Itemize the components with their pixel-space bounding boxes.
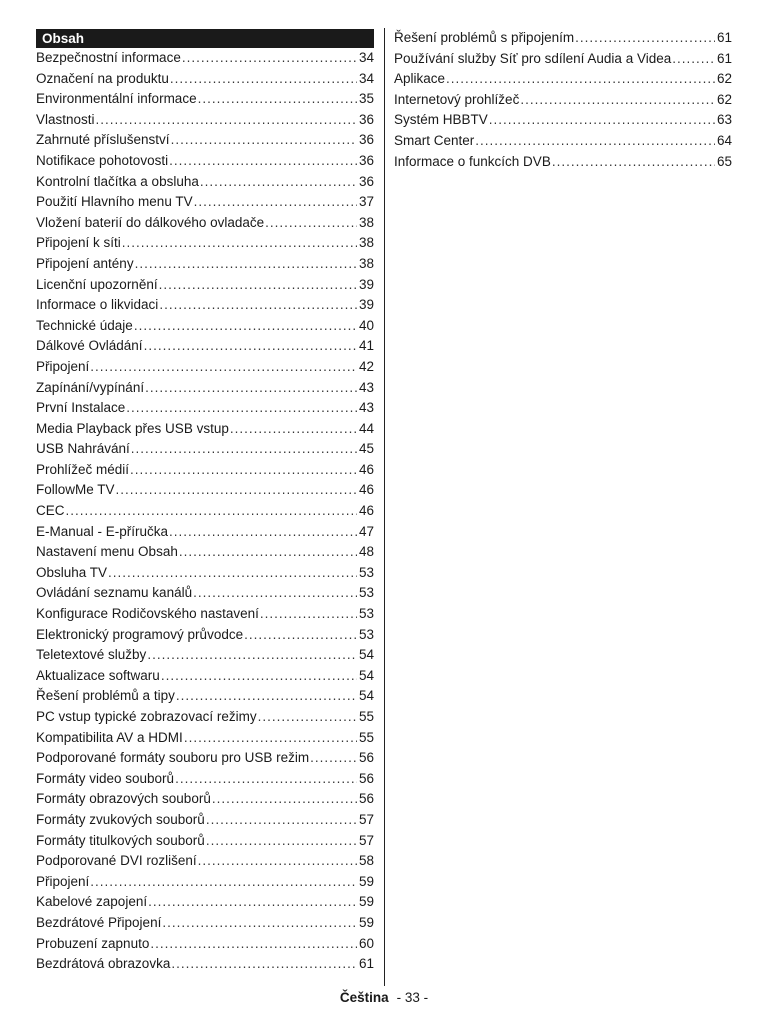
toc-entry-label: PC vstup typické zobrazovací režimy	[36, 709, 257, 724]
toc-entry[interactable]	[36, 89, 374, 110]
toc-entry-page: 39	[358, 297, 374, 313]
toc-dot-leader	[159, 275, 357, 296]
toc-entry[interactable]	[36, 213, 374, 234]
toc-entry-page: 38	[358, 214, 374, 230]
toc-entry-label: Dálkové Ovládání	[36, 338, 143, 354]
toc-dot-leader	[171, 130, 357, 151]
toc-entry-page: 59	[358, 873, 374, 889]
toc-entry[interactable]	[36, 934, 374, 955]
toc-entry-page: 43	[358, 379, 374, 395]
toc-entry[interactable]	[36, 233, 374, 254]
toc-entry-page: 59	[358, 894, 374, 910]
toc-entry-label: Bezdrátová obrazovka	[36, 956, 171, 972]
toc-entry-label: První Instalace	[36, 400, 126, 416]
toc-entry-label: Vložení baterií do dálkového ovladače	[36, 214, 265, 230]
toc-entry-page: 36	[358, 152, 374, 168]
toc-entry-page: 55	[358, 729, 374, 745]
toc-entry[interactable]	[36, 192, 374, 213]
toc-dot-leader	[66, 501, 357, 522]
footer-language: Čeština	[339, 990, 389, 1005]
toc-entry[interactable]	[36, 501, 374, 522]
toc-entry-label: FollowMe TV	[36, 482, 115, 498]
toc-entry-page: 36	[358, 173, 374, 189]
toc-entry-page: 38	[358, 255, 374, 271]
toc-entry[interactable]	[36, 645, 374, 666]
toc-dot-leader	[575, 28, 715, 49]
toc-dot-leader	[230, 419, 357, 440]
toc-entry[interactable]	[36, 295, 374, 316]
toc-dot-leader	[193, 583, 357, 604]
toc-dot-leader	[206, 810, 357, 831]
toc-dot-leader	[108, 563, 357, 584]
toc-entry-page: 34	[358, 50, 374, 65]
toc-entry-label: Podporované DVI rozlišení	[36, 853, 197, 869]
toc-entry-label: Kompatibilita AV a HDMI	[36, 729, 183, 745]
toc-entry[interactable]	[36, 336, 374, 357]
toc-left-column	[36, 28, 374, 975]
toc-entry-label: Aktualizace softwaru	[36, 667, 160, 683]
toc-entry[interactable]	[36, 419, 374, 440]
toc-dot-leader	[96, 110, 357, 131]
toc-entry-page: 45	[358, 441, 374, 457]
toc-dot-leader	[206, 831, 357, 852]
toc-entry[interactable]	[394, 131, 732, 152]
toc-entry-label: Systém HBBTV	[394, 112, 488, 128]
toc-dot-leader	[90, 357, 357, 378]
toc-entry[interactable]	[36, 789, 374, 810]
toc-entry[interactable]	[36, 130, 374, 151]
toc-entry[interactable]	[36, 357, 374, 378]
toc-entry-page: 46	[358, 482, 374, 498]
toc-entry[interactable]	[36, 172, 374, 193]
toc-entry[interactable]	[36, 666, 374, 687]
toc-entry-page: 55	[358, 709, 374, 724]
toc-dot-leader	[260, 604, 357, 625]
toc-entry-label: Technické údaje	[36, 317, 133, 333]
toc-entry[interactable]	[36, 460, 374, 481]
toc-dot-leader	[170, 69, 357, 90]
toc-dot-leader	[244, 625, 357, 646]
toc-entry[interactable]	[36, 48, 374, 69]
toc-dot-leader	[198, 851, 357, 872]
toc-entry-label: Připojení	[36, 358, 90, 374]
toc-dot-leader	[144, 336, 357, 357]
toc-dot-leader	[130, 460, 357, 481]
toc-dot-leader	[171, 954, 357, 975]
toc-entry-label: Formáty video souborů	[36, 770, 175, 786]
toc-entry[interactable]	[394, 90, 732, 111]
toc-entry-label: Licenční upozornění	[36, 276, 158, 292]
toc-entry-label: Smart Center	[394, 132, 475, 148]
toc-entry[interactable]	[36, 748, 374, 769]
toc-entry[interactable]	[36, 769, 374, 790]
toc-entry-label: Environmentální informace	[36, 91, 197, 107]
toc-entry-label: Použití Hlavního menu TV	[36, 194, 193, 210]
toc-entry-page: 36	[358, 111, 374, 127]
toc-entry-page: 47	[358, 523, 374, 539]
toc-entry-label: Probuzení zapnuto	[36, 935, 150, 951]
toc-entry-page: 56	[358, 750, 374, 766]
toc-entry[interactable]	[36, 810, 374, 831]
toc-entry[interactable]	[36, 707, 374, 728]
toc-entry-page: 61	[716, 50, 732, 66]
toc-dot-leader	[147, 645, 357, 666]
toc-entry-label: Kontrolní tlačítka a obsluha	[36, 173, 199, 189]
toc-dot-leader	[446, 69, 715, 90]
toc-entry[interactable]	[36, 480, 374, 501]
toc-entry-page: 60	[358, 935, 374, 951]
toc-entry-page: 42	[358, 358, 374, 374]
toc-dot-leader	[310, 748, 357, 769]
toc-entry-page: 54	[358, 647, 374, 663]
toc-entry-page: 44	[358, 420, 374, 436]
toc-entry[interactable]	[36, 892, 374, 913]
toc-entry-label: Připojení	[36, 873, 90, 889]
toc-entry-label: Kabelové zapojení	[36, 894, 148, 910]
toc-entry-page: 43	[358, 400, 374, 416]
toc-entry-label: Teletextové služby	[36, 647, 147, 663]
toc-entry[interactable]	[36, 542, 374, 563]
toc-entry-label: Zahrnuté příslušenství	[36, 132, 170, 148]
toc-entry[interactable]	[394, 28, 732, 49]
toc-entry-label: USB Nahrávání	[36, 441, 130, 457]
toc-entry-page: 57	[358, 811, 374, 827]
toc-entry-page: 63	[716, 112, 732, 128]
page-footer	[0, 990, 768, 1005]
toc-entry-label: Vlastnosti	[36, 111, 95, 127]
toc-right-column	[394, 28, 732, 172]
toc-dot-leader	[475, 131, 715, 152]
toc-entry-page: 57	[358, 832, 374, 848]
toc-entry-page: 56	[358, 791, 374, 807]
toc-entry[interactable]	[36, 604, 374, 625]
toc-entry-page: 37	[358, 194, 374, 210]
toc-entry-label: Formáty titulkových souborů	[36, 832, 205, 848]
toc-entry-label: Podporované formáty souboru pro USB režim	[36, 750, 310, 766]
toc-entry-page: 53	[358, 606, 374, 622]
toc-entry-label: Obsluha TV	[36, 564, 108, 580]
toc-entry-label: Připojení k síti	[36, 235, 121, 251]
toc-entry-page: 62	[716, 91, 732, 107]
toc-dot-leader	[169, 522, 357, 543]
toc-entry-page: 53	[358, 585, 374, 601]
toc-entry-page: 46	[358, 503, 374, 519]
toc-dot-leader	[148, 892, 357, 913]
toc-entry[interactable]	[394, 69, 732, 90]
toc-entry[interactable]	[36, 686, 374, 707]
toc-dot-leader	[150, 934, 357, 955]
toc-entry-page: 62	[716, 71, 732, 87]
toc-entry-label: Informace o funkcích DVB	[394, 153, 551, 169]
toc-entry[interactable]	[394, 49, 732, 70]
toc-entry[interactable]	[36, 872, 374, 893]
toc-entry[interactable]	[36, 728, 374, 749]
toc-entry[interactable]	[36, 316, 374, 337]
toc-entry[interactable]	[36, 954, 374, 975]
toc-entry[interactable]	[36, 522, 374, 543]
toc-dot-leader	[116, 480, 357, 501]
toc-entry-label: Řešení problémů a tipy	[36, 688, 175, 704]
toc-entry-label: Připojení antény	[36, 255, 134, 271]
toc-entry-page: 38	[358, 235, 374, 251]
toc-entry-page: 61	[716, 30, 732, 45]
toc-dot-leader	[672, 49, 715, 70]
toc-entry-label: Informace o likvidaci	[36, 297, 159, 313]
toc-entry-label: Media Playback přes USB vstup	[36, 420, 229, 436]
toc-entry[interactable]	[36, 583, 374, 604]
toc-entry[interactable]	[394, 110, 732, 131]
toc-dot-leader	[179, 542, 357, 563]
toc-entry-label: CEC	[36, 503, 65, 519]
toc-entry[interactable]	[36, 913, 374, 934]
toc-dot-leader	[182, 48, 357, 69]
toc-entry[interactable]	[36, 439, 374, 460]
toc-entry[interactable]	[36, 110, 374, 131]
toc-dot-leader	[161, 666, 357, 687]
toc-entry[interactable]	[36, 563, 374, 584]
toc-entry-label: Notifikace pohotovosti	[36, 152, 169, 168]
toc-dot-leader	[175, 769, 357, 790]
toc-dot-leader	[145, 378, 357, 399]
toc-left-list	[36, 48, 374, 975]
toc-dot-leader	[520, 90, 715, 111]
toc-dot-leader	[135, 254, 357, 275]
toc-entry-label: Řešení problémů s připojením	[394, 30, 575, 45]
toc-dot-leader	[552, 152, 715, 173]
toc-entry-page: 48	[358, 544, 374, 560]
toc-dot-leader	[176, 686, 357, 707]
toc-entry[interactable]	[36, 378, 374, 399]
toc-entry-page: 61	[358, 956, 374, 972]
toc-right-list	[394, 28, 732, 172]
toc-entry-page: 39	[358, 276, 374, 292]
toc-entry-label: Formáty zvukových souborů	[36, 811, 205, 827]
toc-dot-leader	[169, 151, 357, 172]
toc-entry-label: Bezdrátové Připojení	[36, 914, 162, 930]
toc-entry-page: 64	[716, 132, 732, 148]
toc-entry-label: Nastavení menu Obsah	[36, 544, 178, 560]
toc-entry[interactable]	[36, 254, 374, 275]
toc-entry-label: Bezpečnostní informace	[36, 50, 181, 65]
toc-dot-leader	[258, 707, 357, 728]
toc-entry-label: Ovládání seznamu kanálů	[36, 585, 193, 601]
toc-dot-leader	[198, 89, 357, 110]
toc-entry-page: 36	[358, 132, 374, 148]
toc-entry[interactable]	[36, 851, 374, 872]
toc-dot-leader	[489, 110, 715, 131]
toc-entry[interactable]	[394, 152, 732, 173]
toc-entry-page: 46	[358, 461, 374, 477]
toc-entry[interactable]	[36, 275, 374, 296]
toc-entry-page: 41	[358, 338, 374, 354]
toc-dot-leader	[184, 728, 357, 749]
toc-dot-leader	[134, 316, 357, 337]
toc-entry[interactable]	[36, 151, 374, 172]
toc-entry-label: Označení na produktu	[36, 70, 169, 86]
toc-entry-label: Formáty obrazových souborů	[36, 791, 211, 807]
toc-entry-page: 53	[358, 626, 374, 642]
toc-entry[interactable]	[36, 398, 374, 419]
toc-dot-leader	[162, 913, 357, 934]
toc-entry-label: Konfigurace Rodičovského nastavení	[36, 606, 259, 622]
toc-entry-page: 35	[358, 91, 374, 107]
toc-entry-label: E-Manual - E-příručka	[36, 523, 169, 539]
toc-entry-page: 58	[358, 853, 374, 869]
toc-entry-label: Zapínání/vypínání	[36, 379, 145, 395]
toc-entry-page: 59	[358, 914, 374, 930]
toc-dot-leader	[126, 398, 357, 419]
toc-title: Obsah	[36, 29, 374, 48]
toc-dot-leader	[265, 213, 357, 234]
toc-dot-leader	[159, 295, 357, 316]
toc-dot-leader	[122, 233, 357, 254]
toc-dot-leader	[90, 872, 357, 893]
toc-entry-label: Elektronický programový průvodce	[36, 626, 244, 642]
toc-entry[interactable]	[36, 69, 374, 90]
toc-entry[interactable]	[36, 625, 374, 646]
toc-entry-page: 53	[358, 564, 374, 580]
toc-entry-label: Aplikace	[394, 71, 446, 87]
footer-page-number: - 33 -	[396, 990, 429, 1005]
toc-entry-page: 56	[358, 770, 374, 786]
toc-entry-page: 65	[716, 153, 732, 169]
column-divider	[384, 28, 385, 986]
toc-entry-label: Prohlížeč médií	[36, 461, 130, 477]
toc-dot-leader	[131, 439, 357, 460]
toc-entry-page: 34	[358, 70, 374, 86]
toc-entry-page: 54	[358, 667, 374, 683]
toc-dot-leader	[212, 789, 357, 810]
toc-entry-label: Internetový prohlížeč	[394, 91, 520, 107]
toc-dot-leader	[194, 192, 357, 213]
toc-entry-page: 40	[358, 317, 374, 333]
toc-entry-label: Používání služby Síť pro sdílení Audia a Videa	[394, 50, 672, 66]
toc-entry[interactable]	[36, 831, 374, 852]
toc-dot-leader	[200, 172, 357, 193]
toc-entry-page: 54	[358, 688, 374, 704]
